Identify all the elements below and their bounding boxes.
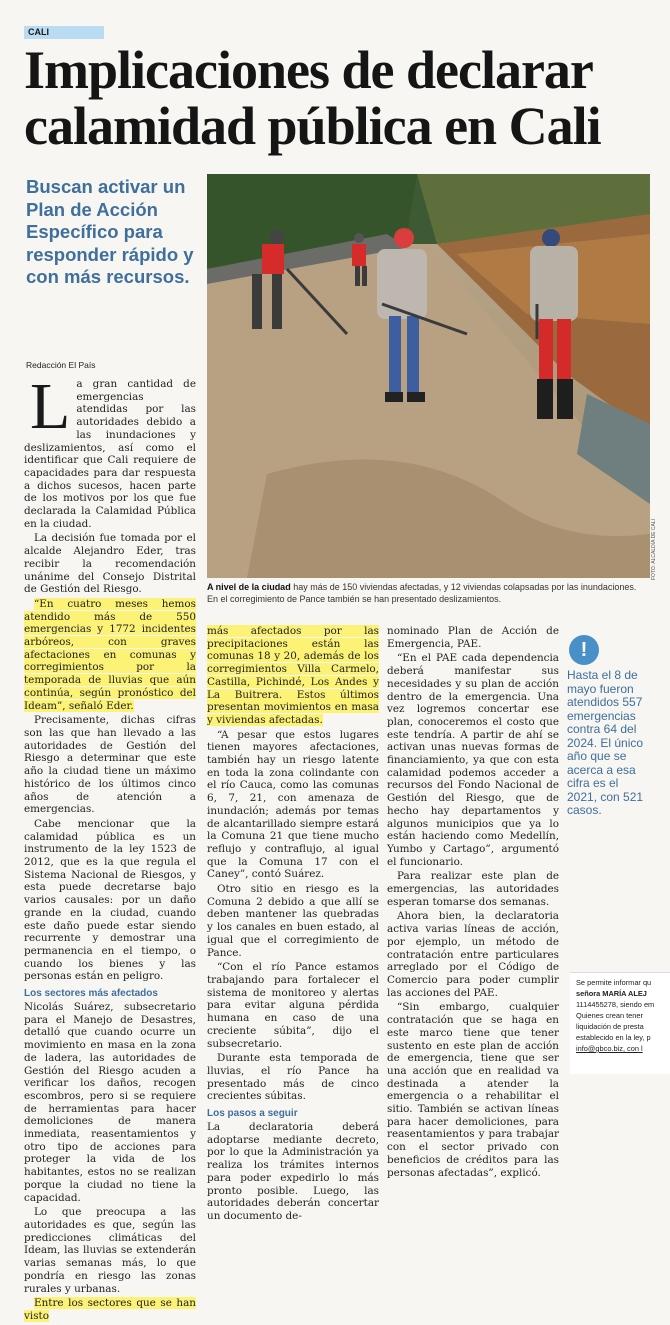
highlight-quote: “En cuatro meses hemos atendido más de 550 emergencias y 1772 incidentes arbóreos, con graves afectaciones en comunas y corregimientos por la temporada de lluvias que aún continúa, según pronóstico del Ideam”,: [24, 597, 196, 712]
paragraph: [24, 1297, 196, 1322]
caption-lead: A nivel de la ciudad: [207, 582, 291, 592]
paragraph: “Sin embargo, cualquier contratación que se haga en este marco tiene que tener sustento en este plan de acción de emergencia, tiene que ser una acción que en realidad va destinada a atender la emergencia o a rehabilitar el sitio. También se activan líneas para hacer demoliciones, para reasentamientos y para trabajar con el sector privado con beneficios de créditos para las personas afectadas”, explicó.: [387, 1001, 559, 1179]
paragraph: “En el PAE cada dependencia deberá manifestar sus necesidades y su plan de acción dentro de la emergencia. Una vez logremos concertar ese plan, conoceremos el costo que este tendría. A partir de ahí se activan unas nuevas formas de financiamiento, ya que con esta calamidad podemos acceder a recursos del Fondo Nacional de Gestión del Riesgo, que de hecho hay departamentos y algunos municipios que ya lo están haciendo como Medellín, Yumbo y Cartago”, argumentó el funcionario.: [387, 652, 559, 868]
sidebar-text: Hasta el 8 de mayo fueron atendidos 557 emergencias contra 64 del 2024. El único año que se acerca a esa cifra es el 2021, con 521 casos.: [567, 668, 644, 817]
paragraph: [24, 370, 196, 530]
exclamation-icon: !: [569, 635, 599, 665]
paragraph: [24, 598, 196, 712]
drop-cap: L: [30, 370, 71, 443]
paragraph: “Con el río Pance estamos trabajando para fortalecer el sistema de monitoreo y alertas para evitar alguna pérdida humana en caso de una creciente súbita”, dijo el subsecretario.: [207, 961, 379, 1050]
paragraph: Nicolás Suárez, subsecretario para el Manejo de Desastres, detalló que cuando ocurre un movimiento en masa en la zona de ladera, las autoridades de Gestión del Riesgo acuden a verificar los daños, recogen escombros, pero si se requiere de herramientas para hacer demoliciones de manera inmediata, reasentamientos y otro tipo de acciones para proteger la vida de los habitantes, estos no se realizan porque la ciudad no tiene la capacidad.: [24, 1001, 196, 1204]
headline: Implicaciones de declarar calamidad pública en Cali: [24, 40, 601, 156]
paragraph: La decisión fue tomada por el alcalde Alejandro Eder, tras recibir la recomendación unánime del Consejo Distrital de Gestión del Riesgo.: [24, 532, 196, 596]
paragraph-text: a gran cantidad de emergencias atendidas por las autoridades debido a las inundaciones y deslizamientos, así como el identificar que Cali requiere de capacidades para dar respuesta a dichos sucesos, hacen parte de los motivos por los que fue declarada la Calamidad Pública en la ciudad.: [24, 378, 196, 530]
paragraph: La declaratoria deberá adoptarse mediante decreto, por lo que la Administración ya realiza los trámites internos para poder expedirlo lo más pronto posible. Luego, las autoridades deberán concertar un documento de-: [207, 1121, 379, 1222]
caption-text: hay más de 150 viviendas afectadas, y 12 viviendas colapsadas por las inundaciones. En el corregimiento de Pance también se han presentado deslizamientos.: [207, 582, 637, 604]
subhead: Los pasos a seguir: [207, 1108, 298, 1120]
ad-line: establecido en la ley, p: [576, 1033, 651, 1042]
ad-line: Se permite informar qu: [576, 978, 652, 987]
ad-line: liquidación de presta: [576, 1022, 644, 1031]
ad-line: Quienes crean tener: [576, 1011, 643, 1020]
byline: Redacción El País: [26, 360, 96, 370]
landslide-cleanup-image: [207, 174, 650, 578]
ad-line: señora MARÍA ALEJ: [576, 989, 647, 998]
classified-ad: [570, 972, 670, 1074]
highlight-text: más afectados por las precipitaciones están las comunas 18 y 20, además de los corregimientos Villa Carmelo, Castilla, Pichindé, Los Andes y La Buitrera. Estos últimos presentan movimientos en masa y viviendas afectadas.: [207, 625, 379, 726]
paragraph: Durante esta temporada de lluvias, el río Pance ha presentado más de cinco crecientes súbitas.: [207, 1052, 379, 1103]
section-tag: CALI: [24, 26, 104, 39]
ad-line: 1114455278, siendo em: [576, 1000, 655, 1009]
paragraph: Precisamente, dichas cifras son las que han llevado a las autoridades de Gestión del Riesgo a determinar que este año la ciudad tiene un máximo histórico de los últimos cinco años de atención a emergencias.: [24, 714, 196, 816]
photo-credit: FOTO: ALCALDÍA DE CALI: [651, 518, 657, 580]
ad-email[interactable]: info@gbco.biz, con l: [576, 1044, 643, 1053]
paragraph: Para realizar este plan de emergencias, las autoridades esperan tomarse dos semanas.: [387, 870, 559, 908]
photo-caption: [207, 581, 647, 605]
article-column-3: [387, 625, 559, 1181]
stat-sidebar: [567, 635, 649, 818]
quote-attribution: señaló Eder.: [65, 699, 134, 712]
paragraph: nominado Plan de Acción de Emergencia, PAE.: [387, 625, 559, 650]
highlight-text: Entre los sectores que se han visto: [24, 1297, 196, 1322]
article-column-2: [207, 625, 379, 1225]
paragraph: Lo que preocupa a las autoridades es que, según las predicciones climáticas del Ideam, las lluvias se extenderán varias semanas más, lo que pondría en riesgo las zonas rurales y urbanas.: [24, 1206, 196, 1295]
paragraph: Cabe mencionar que la calamidad pública es un instrumento de la ley 1523 de 2012, que es la que regula el Sistema Nacional de Riesgos, y esta puede decretarse bajo varios causales: por un daño grande en la ciudad, cuando este daño puede estar siendo recurrente y demostrar una permanencia en el tiempo, o cuando los bienes y las personas están en peligro.: [24, 817, 196, 983]
deck: Buscan activar un Plan de Acción Específico para responder rápido y con más recursos.: [26, 176, 194, 287]
subhead: Los sectores más afectados: [24, 988, 158, 1000]
paragraph: Otro sitio en riesgo es la Comuna 2 debido a que allí se deben mantener las quebradas y los canales en buen estado, al igual que el corregimiento de Pance.: [207, 883, 379, 959]
paragraph: [207, 625, 379, 727]
article-column-1: [24, 370, 196, 1325]
paragraph: “A pesar que estos lugares tienen mayores afectaciones, también hay un riesgo latente en toda la zona colindante con el río Cauca, como las comunas 6, 7, 21, con amenaza de inundación; además por temas de alcantarillado siempre estará la Comuna 21 que tiene mucho reflujo y contraflujo, al igual que la Comuna 17 con el Caney”, contó Suárez.: [207, 728, 379, 881]
paragraph: Ahora bien, la declaratoria activa varias líneas de acción, por ejemplo, un método de contratación entre particulares arreglado por el Código de Comercio para poder cumplir las acciones del PAE.: [387, 910, 559, 999]
news-photo: [207, 174, 650, 578]
